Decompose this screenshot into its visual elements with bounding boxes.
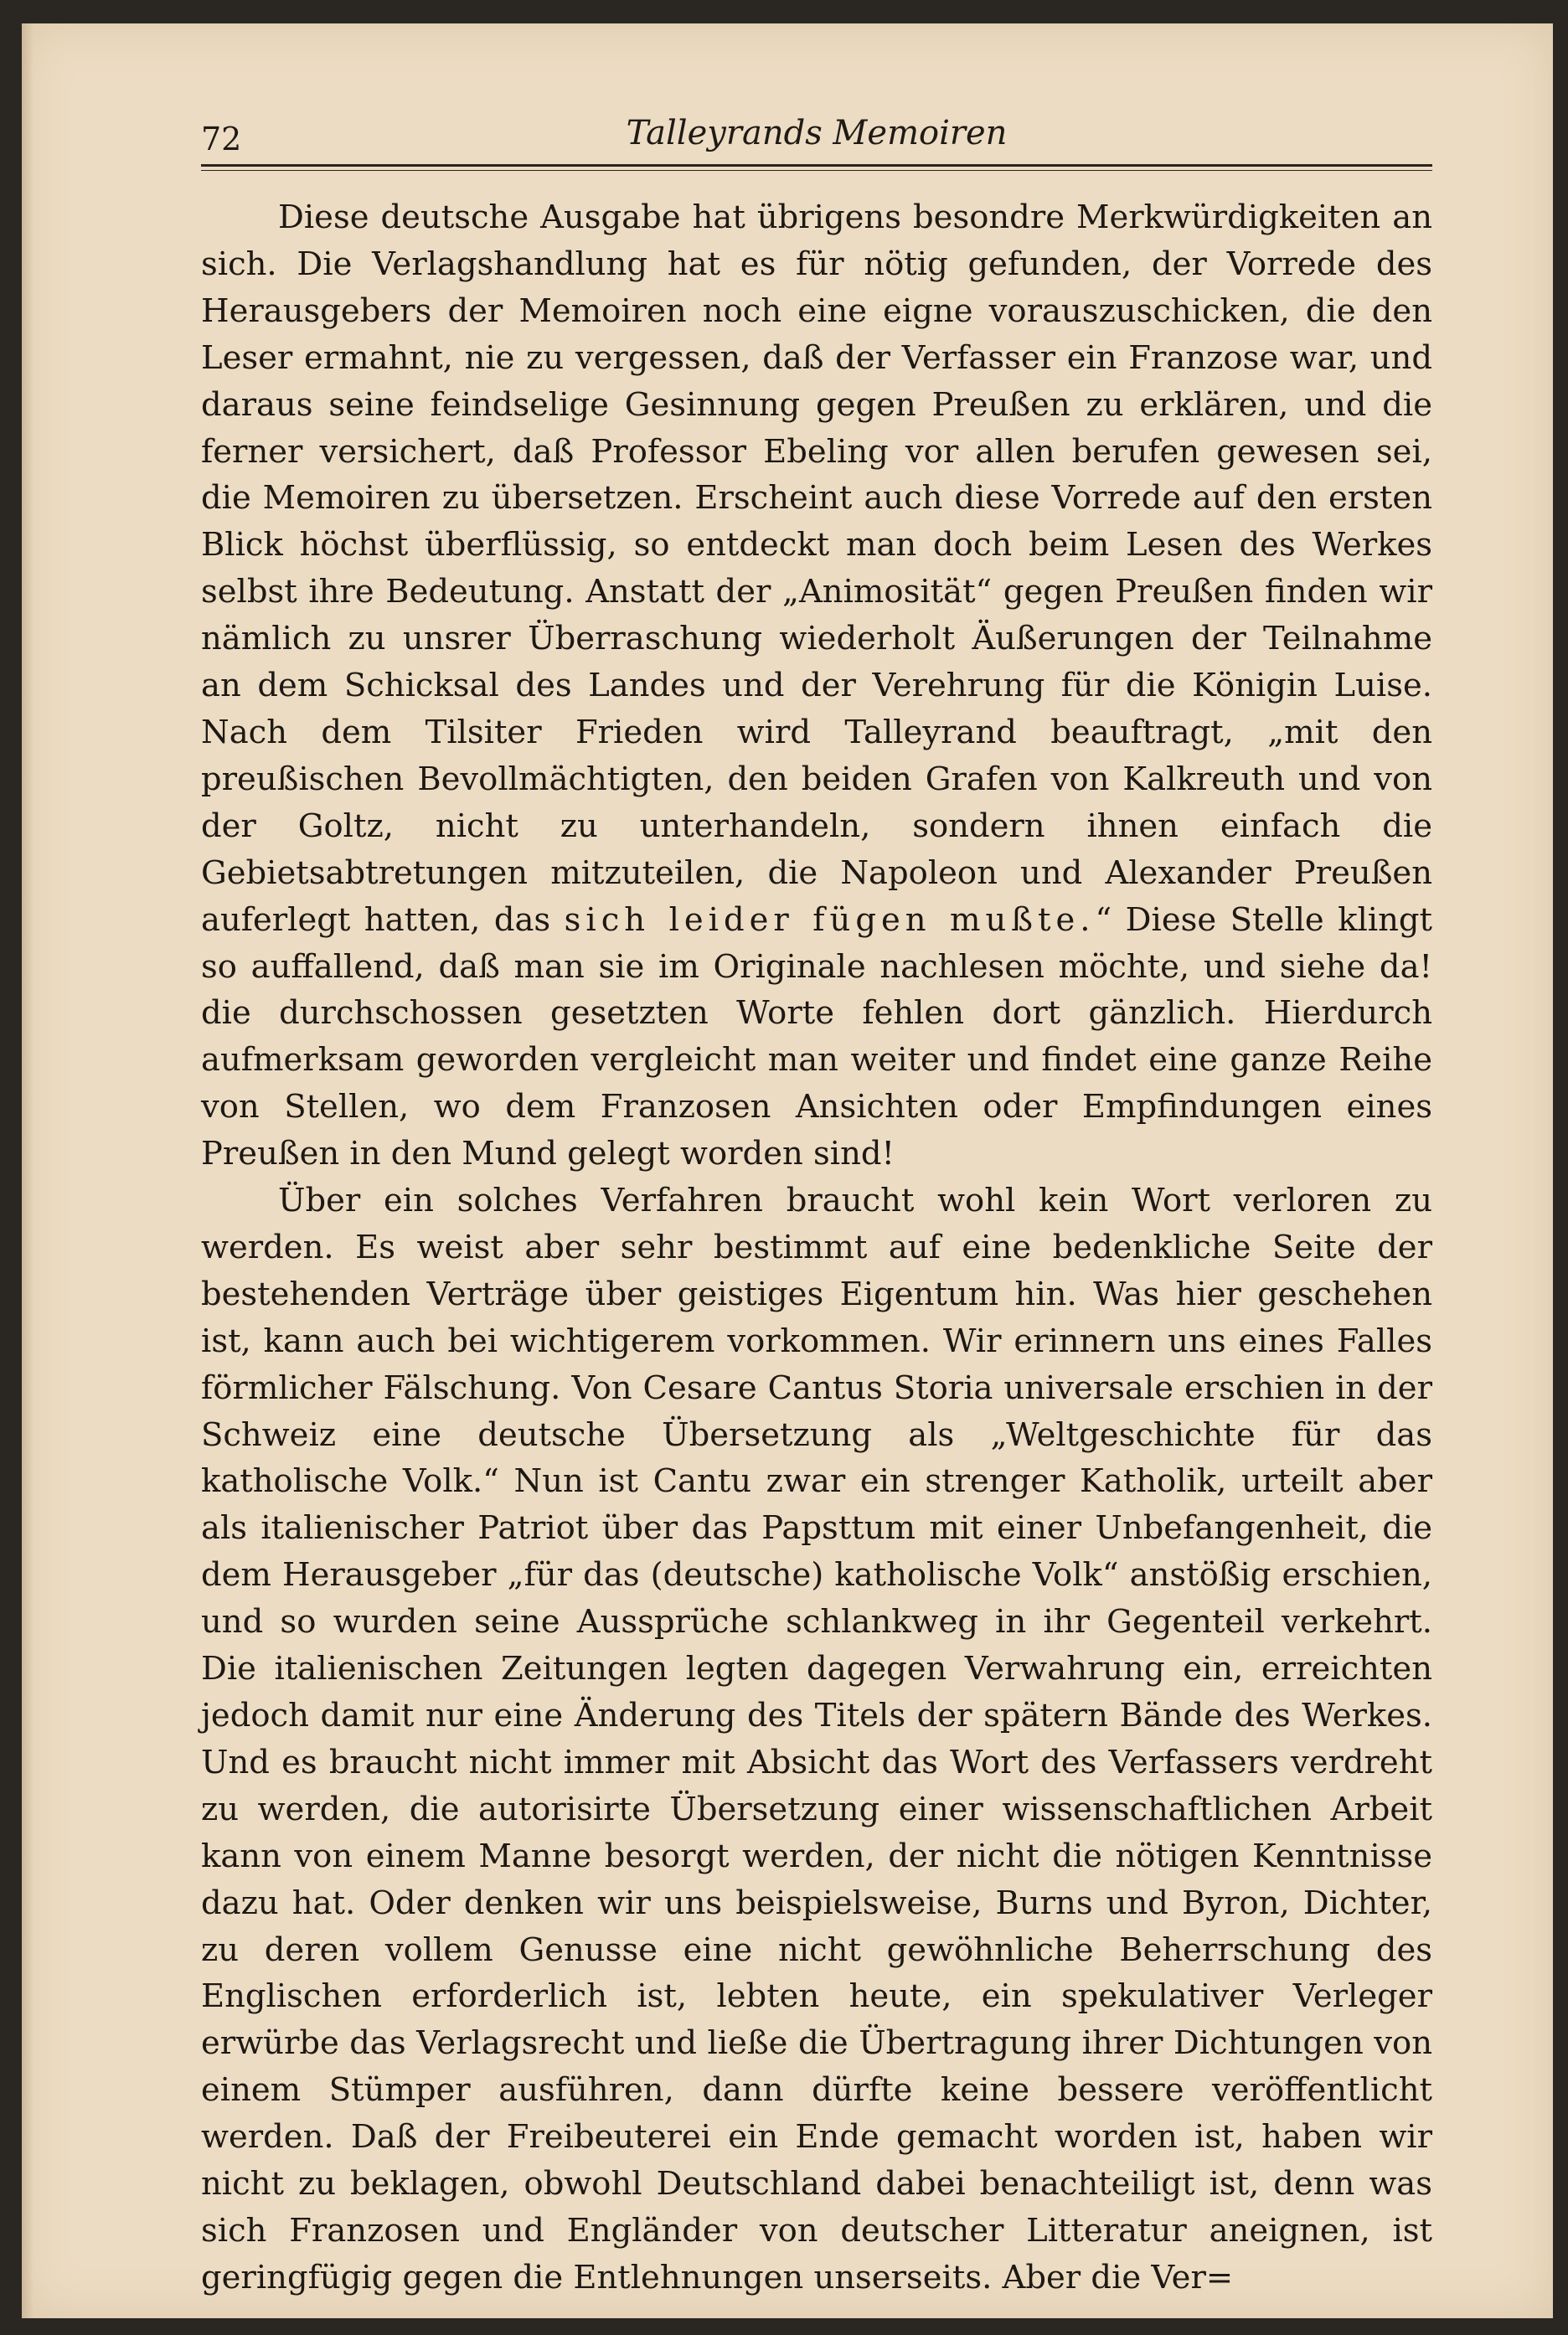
paragraph [201,194,1432,1178]
page-gutter-shadow [22,23,34,2318]
page-header [201,109,1432,168]
header-rule-thin [201,170,1432,171]
paragraph [201,1178,1432,2301]
page-number: 72 [201,121,242,157]
running-title: Talleyrands Memoiren [626,114,1008,152]
text-segment: Diese deutsche Ausgabe hat übrigens besondre Merkwürdigkeiten an sich. Die Verlagshandlung hat es für nötig gefunden, der Vorrede des Herausgebers der Memoiren noch eine eigne vorauszuschicken, die den Leser ermahnt, nie zu vergessen, daß der Verfasser ein Franzose war, und daraus seine feindselige Gesinnung gegen Preußen zu erklären, und die ferner versichert, daß Professor Ebeling vor allen berufen gewesen sei, die Memoiren zu übersetzen. Erscheint auch diese Vorrede auf den ersten Blick höchst überflüssig, so entdeckt man doch beim Lesen des Werkes selbst ihre Bedeutung. Anstatt der „Animosität“ gegen Preußen finden wir nämlich zu unsrer Überraschung wiederholt Äußerungen der Teilnahme an dem Schicksal des Landes und der Verehrung für die Königin Luise. Nach dem Tilsiter Frieden wird Talleyrand beauftragt, „mit den preußischen Bevollmächtigten, den beiden Grafen von Kalkreuth und von der Goltz, nicht zu unterhandeln, sondern ihnen einfach die Gebietsabtretungen mitzuteilen, die Napoleon und Alexander Preußen auferlegt hatten, das [201,198,1432,939]
text-segment: “ Diese Stelle klingt so auffallend, daß man sie im Originale nachlesen möchte, und siehe da! die durchschossen gesetzten Worte fehlen dort gänzlich. Hierdurch aufmerksam geworden vergleicht man weiter und findet eine ganze Reihe von Stellen, wo dem Franzosen Ansichten oder Empfindungen eines Preußen in den Mund gelegt worden sind! [201,900,1433,1173]
text-segment: Über ein solches Verfahren braucht wohl kein Wort verloren zu werden. Es weist aber sehr bestimmt auf eine bedenkliche Seite der bestehenden Verträge über geistiges Eigentum hin. Was hier geschehen ist, kann auch bei wichtigerem vorkommen. Wir erinnern uns eines Falles förmlicher Fälschung. Von Cesare Cantus Storia universale erschien in der Schweiz eine deutsche Übersetzung als „Weltgeschichte für das katholische Volk.“ Nun ist Cantu zwar ein strenger Katholik, urteilt aber als italienischer Patriot über das Papsttum mit einer Unbefangenheit, die dem Herausgeber „für das (deutsche) katholische Volk“ anstößig erschien, und so wurden seine Aussprüche schlankweg in ihr Gegenteil verkehrt. Die italienischen Zeitungen legten dagegen Verwahrung ein, erreichten jedoch damit nur eine Änderung des Titels der spätern Bände des Werkes. Und es braucht nicht immer mit Absicht das Wort des Verfassers verdreht zu werden, die autorisirte Übersetzung einer wissenschaftlichen Arbeit kann von einem Manne besorgt werden, der nicht die nötigen Kenntnisse dazu hat. Oder denken wir uns beispielsweise, Burns und Byron, Dichter, zu deren vollem Genusse eine nicht gewöhnliche Beherrschung des Englischen erforderlich ist, lebten heute, ein spekulativer Verleger erwürbe das Verlagsrecht und ließe die Übertragung ihrer Dichtungen von einem Stümper ausführen, dann dürfte keine bessere veröffentlicht werden. Daß der Freibeuterei ein Ende gemacht worden ist, haben wir nicht zu beklagen, obwohl Deutschland dabei benachteiligt ist, denn was sich Franzosen und Engländer von deutscher Litteratur aneignen, ist geringfügig gegen die Entlehnungen unserseits. Aber die Ver= [201,1182,1432,2296]
header-rule [201,164,1432,167]
emphasized-text-segment: sich leider fügen mußte. [564,900,1096,939]
body-text [201,194,1432,2301]
